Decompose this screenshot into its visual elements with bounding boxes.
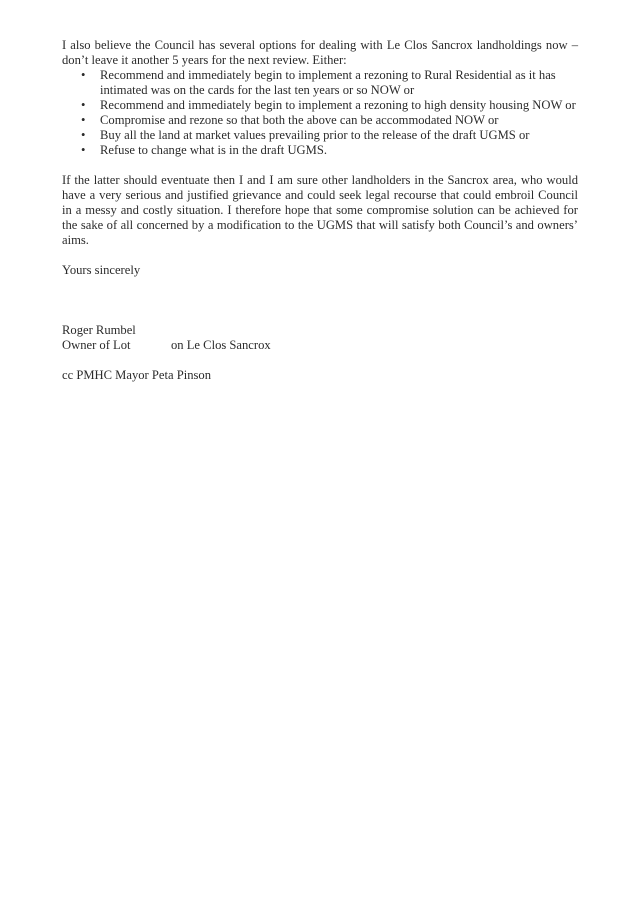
list-item (62, 143, 578, 158)
bullet-icon: • (81, 113, 86, 127)
list-item (62, 128, 578, 143)
cc-line: cc PMHC Mayor Peta Pinson (62, 368, 212, 382)
option-text: Recommend and immediately begin to implement a rezoning to high density housing NOW or (100, 98, 576, 112)
signatory-name: Roger Rumbel (62, 323, 136, 337)
owner-line (62, 338, 578, 353)
bullet-icon: • (81, 143, 86, 157)
bullet-icon: • (81, 98, 86, 112)
option-text: Recommend and immediately begin to implement a rezoning to Rural Residential as it has intimated was on the cards for the last ten years or so NOW or (100, 68, 556, 97)
option-text: Compromise and rezone so that both the above can be accommodated NOW or (100, 113, 499, 127)
list-item (62, 68, 578, 98)
closing-paragraph: If the latter should eventuate then I and I am sure other landholders in the Sancrox area, who would have a very serious and justified grievance and could seek legal recourse that could embroil Council in a messy and costly situation. I therefore hope that some compromise solution can be achieved for the sake of all concerned by a modification to the UGMS that will satisfy both Council’s and owners’ aims. (62, 173, 578, 247)
option-text: Refuse to change what is in the draft UGMS. (100, 143, 327, 157)
list-item (62, 113, 578, 128)
owner-lot-label: Owner of Lot (62, 338, 131, 352)
options-list (62, 68, 578, 158)
letter-body (62, 38, 578, 383)
option-text: Buy all the land at market values prevailing prior to the release of the draft UGMS or (100, 128, 530, 142)
owner-location: on Le Clos Sancrox (171, 338, 271, 352)
bullet-icon: • (81, 68, 86, 82)
signoff: Yours sincerely (62, 263, 141, 277)
signature-block (62, 323, 578, 353)
list-item (62, 98, 578, 113)
intro-paragraph: I also believe the Council has several options for dealing with Le Clos Sancrox landholdings now – don’t leave it another 5 years for the next review. Either: (62, 38, 578, 67)
bullet-icon: • (81, 128, 86, 142)
